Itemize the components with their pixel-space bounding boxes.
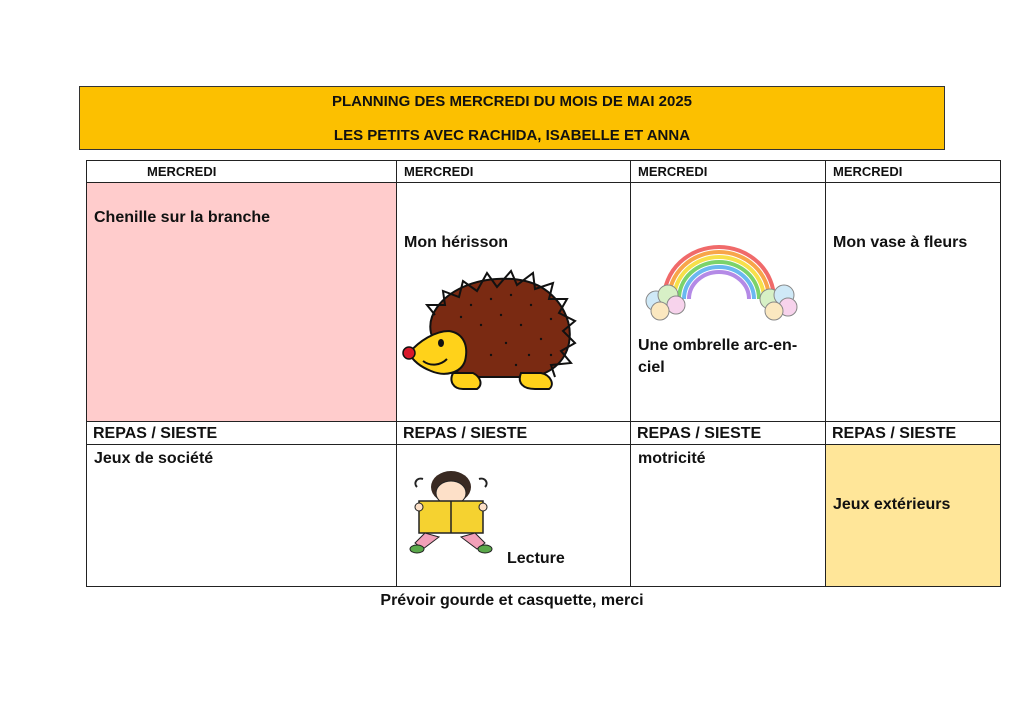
- day-header-label: MERCREDI: [833, 164, 903, 179]
- day-header-label: MERCREDI: [638, 164, 708, 179]
- reading-girl-illustration: [409, 467, 499, 559]
- meal-label: REPAS / SIESTE: [93, 425, 218, 442]
- meal-row: [87, 422, 1001, 445]
- activity-cell-chenille: [87, 183, 397, 422]
- meal-cell: [826, 422, 1001, 445]
- meal-cell: [397, 422, 631, 445]
- day-header-row: [87, 161, 1001, 183]
- day-header-label: MERCREDI: [147, 164, 217, 179]
- activity-label: Mon vase à fleurs: [833, 234, 968, 251]
- activity-label: Lecture: [507, 550, 565, 567]
- meal-label: REPAS / SIESTE: [832, 425, 957, 442]
- activity-cell-jeux-societe: [87, 445, 397, 587]
- rainbow-illustration: [636, 227, 802, 327]
- activity-label: motricité: [638, 450, 706, 467]
- activity-cell-vase: [826, 183, 1001, 422]
- day-header-cell: [397, 161, 631, 183]
- meal-label: REPAS / SIESTE: [403, 425, 528, 442]
- meal-cell: [87, 422, 397, 445]
- activity-label: Mon hérisson: [404, 234, 509, 251]
- activity-cell-jeux-exterieurs: [826, 445, 1001, 587]
- activity-cell-motricite: [631, 445, 826, 587]
- activity-label: Chenille sur la branche: [94, 209, 271, 226]
- afternoon-activity-row: [87, 445, 1001, 587]
- planning-header: [79, 86, 945, 150]
- day-header-label: MERCREDI: [404, 164, 474, 179]
- activity-cell-lecture: [397, 445, 631, 587]
- activity-label: Jeux de société: [94, 450, 214, 467]
- morning-activity-row: [87, 183, 1001, 422]
- activity-cell-herisson: [397, 183, 631, 422]
- footer-note: Prévoir gourde et casquette, merci: [380, 592, 644, 609]
- meal-cell: [631, 422, 826, 445]
- activity-label: Une ombrelle arc-en-ciel: [638, 337, 798, 376]
- planning-subtitle: LES PETITS AVEC RACHIDA, ISABELLE ET ANNA: [333, 127, 691, 144]
- planning-table: [86, 160, 1001, 587]
- day-header-cell: [631, 161, 826, 183]
- planning-title: PLANNING DES MERCREDI DU MOIS DE MAI 2025: [331, 93, 693, 110]
- day-header-cell: [826, 161, 1001, 183]
- meal-label: REPAS / SIESTE: [637, 425, 762, 442]
- hedgehog-illustration: [401, 255, 577, 395]
- day-header-cell: [87, 161, 397, 183]
- activity-cell-ombrelle: [631, 183, 826, 422]
- activity-label: Jeux extérieurs: [833, 496, 951, 513]
